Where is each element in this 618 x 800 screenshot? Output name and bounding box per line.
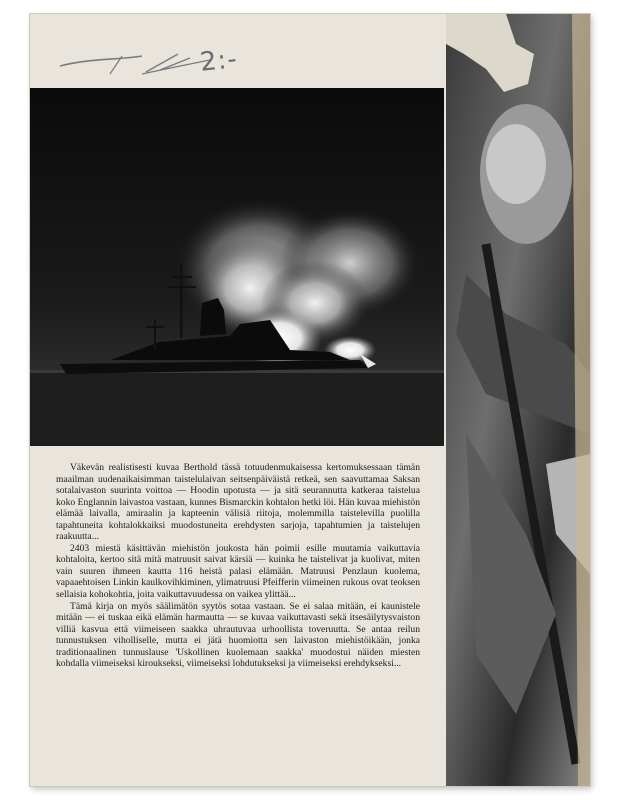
blurb-text [56,462,420,670]
side-torn-photo [446,14,590,786]
price-pencil-note: 2:- [198,44,240,78]
blurb-paragraph: 2403 miestä käsittävän miehistön joukosta hän poimii esille muutamia vaikuttavia kohtaloita, kertoo sitä mitä matruusit saivat kärsiä — kuinka he taistelivat ja kuolivat, miten vain suuren ihmeen kautta 116 heistä palasi elämään. Matruusi Penzlaun kuolema, vapaaehtoisen Linkin kaulkovihkiminen, ylimatruusi Pfeifferin viimeinen rukous ovat teoksen sellaisia kohokohtia, joita vaikuttavuudessa on vaikea ylittää... [56,542,420,601]
battleship-photo [30,88,444,446]
blurb-paragraph: Tämä kirja on myös säälimätön syytös sotaa vastaan. Se ei salaa mitään, ei kaunistele mitään — ei tuskaa eikä elämän harmautta — se kuvaa vaikuttavasti sekä itsesäilytysvaiston villiä kasvua että viimeiseen saakka uhrautuvaa urhoollista toveruutta. Se antaa reilun tunnustuksen viholliselle, mutta ei jätä huomiotta sen laivaston miehistöikään, jonka traditionaalinen tunnuslause 'Uskollinen kuolemaan saakka' muodostui näiden miesten kohdalla viimeiseksi kiroukseksi, viimeiseksi lohdutukseksi ja viimeiseksi erehdykseksi... [56,600,420,670]
pencil-strikethrough-marks [50,44,280,80]
blurb-paragraph: Väkevän realistisesti kuvaa Berthold tässä totuudenmukaisessa kertomuksessaan tämän maailman uudenaikaisimman taistelulaivan seitsenpäiväistä retkeä, sen saavuttamaa Saksan sotalaivaston suurinta voittoa — Hoodin upotusta — ja sitä seurannutta katkeraa taistelua koko Englannin laivastoa vastaan, kunnes Bismarckin kohtalon hetki löi. Hän kuvaa miehistön elämää laivalla, amiraalin ja kapteenin välisiä riitoja, molemmilla taistelevilla puolilla tapahtuneita kohtalokkaiksi muodostuneita erehdysten sarjoja, tapahtumien ja taistelujen raakuutta... [56,462,420,543]
